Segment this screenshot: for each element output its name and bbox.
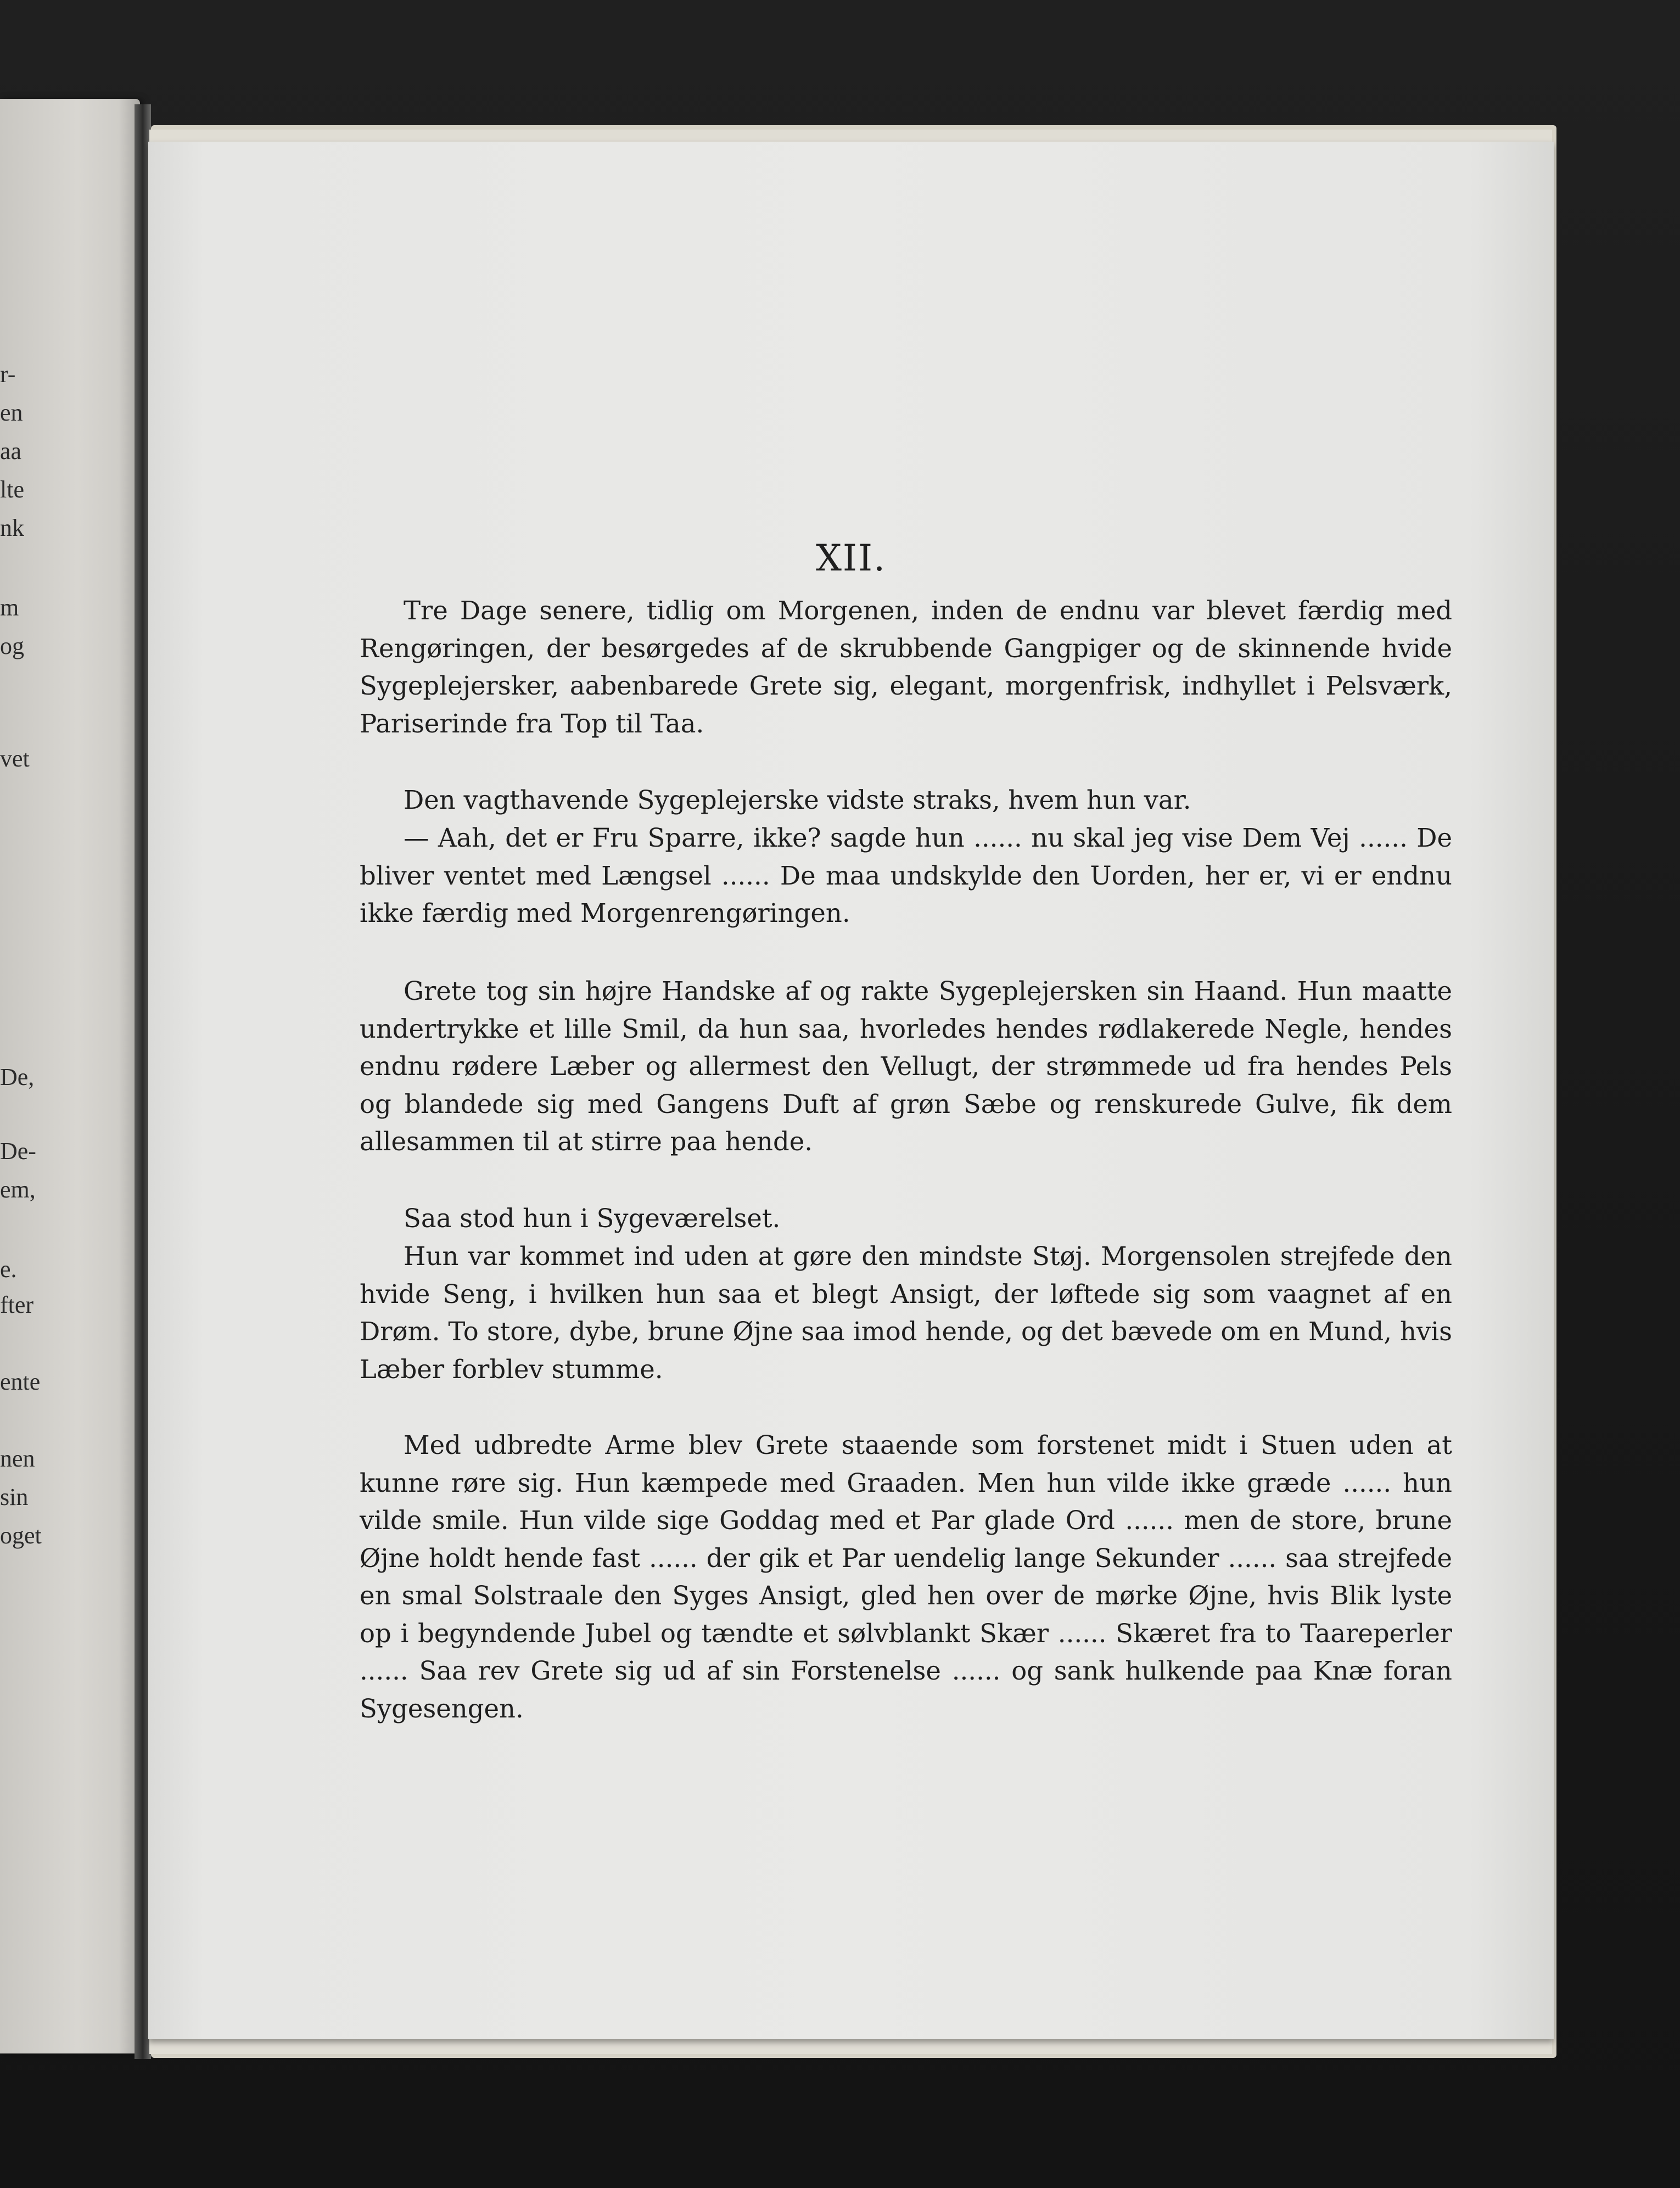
left-page-fragment: og [0,633,24,659]
chapter-heading: XII. [815,537,887,579]
left-page-fragment: nk [0,514,24,541]
left-page-fragment: vet [0,745,30,772]
paragraph: Tre Dage senere, tidlig om Morgenen, inden de endnu var blevet færdig med Rengøringen, der besørgedes af de skrubbende Gangpiger og de skinnende hvide Sygeplejersker, aabenbarede Grete sig, elegant, morgenfrisk, indhyllet i Pelsværk, Pariserinde fra Top til Taa. [360,596,1452,738]
left-page-fragment: De, [0,1064,35,1090]
left-page-fragment: en [0,399,23,426]
left-page-fragment: lte [0,476,24,503]
left-page-fragment: ente [0,1368,41,1395]
left-page-fragment: m [0,594,19,621]
left-page-fragment: De- [0,1138,36,1165]
paragraph: Med udbredte Arme blev Grete staaende som forstenet midt i Stuen uden at kunne røre sig. Hun kæmpede med Graaden. Men hun vilde ikke græde ...... hun vilde smile. Hun vilde sige Goddag med et Par glade Ord ...... men de store, brune Øjne holdt hende fast ...... der gik et Par uendelig lange Sekunder ...... saa strejfede en smal Solstraale den Syges Ansigt, gled hen over de mørke Øjne, hvis Blik lyste op i begyndende Jubel og tændte et sølvblankt Skær ...... Skæret fra to Taareperler ...... Saa rev Grete sig ud af sin Forstenelse ...... og sank hulkende paa Knæ foran Sygesengen. [360,1430,1452,1723]
left-page-fragment: oget [0,1522,42,1549]
paragraph: Hun var kommet ind uden at gøre den mindste Støj. Morgensolen strejfede den hvide Seng, i hvilken hun saa et blegt Ansigt, der løftede sig som vaagnet af en Drøm. To store, dybe, brune Øjne saa imod hende, og det bævede om en Mund, hvis Læber forblev stumme. [360,1241,1452,1384]
left-page-fragment: e. [0,1256,17,1283]
right-page [148,142,1554,2039]
left-page-fragment: aa [0,438,22,465]
left-page-fragment: sin [0,1484,29,1510]
left-page-fragment: r- [0,361,16,388]
left-page-fragment: em, [0,1176,36,1203]
paragraph: — Aah, det er Fru Sparre, ikke? sagde hun ...... nu skal jeg vise Dem Vej ...... De bliver ventet med Længsel ...... De maa undskylde den Uorden, her er, vi er endnu ikke færdig med Morgenrengøringen. [360,823,1452,928]
left-page-fragment: fter [0,1291,34,1318]
page-text-block [148,142,1554,2039]
paragraph: Grete tog sin højre Handske af og rakte Sygeplejersken sin Haand. Hun maatte undertrykke et lille Smil, da hun saa, hvorledes hendes rødlakerede Negle, hendes endnu rødere Læber og allermest den Vellugt, der strømmede ud fra hendes Pels og blandede sig med Gangens Duft af grøn Sæbe og renskurede Gulve, fik dem allesammen til at stirre paa hende. [360,976,1452,1156]
paragraph: Saa stod hun i Sygeværelset. [404,1204,781,1233]
left-page [0,99,140,2053]
left-page-fragment: nen [0,1445,35,1472]
paragraph: Den vagthavende Sygeplejerske vidste straks, hvem hun var. [404,785,1191,815]
